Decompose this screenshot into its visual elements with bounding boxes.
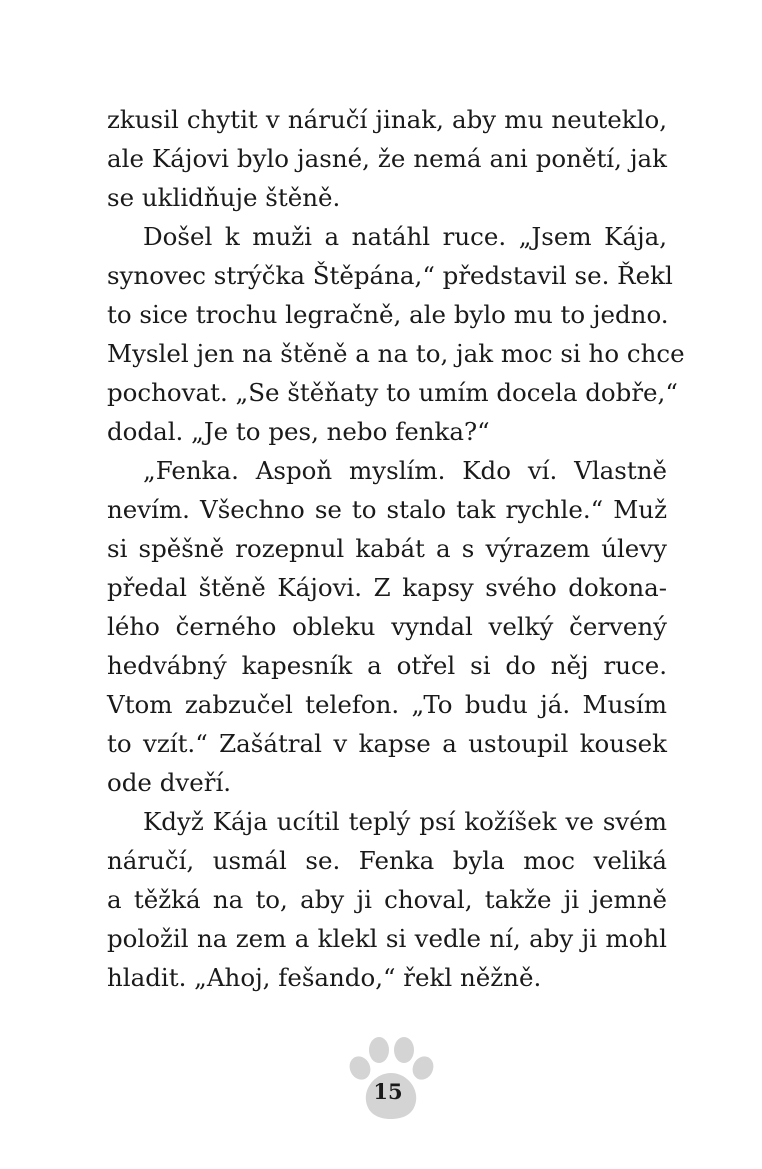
text-line: hladit. „Ahoj, fešando,“ řekl něžně. [107, 963, 542, 992]
body-text [107, 100, 685, 997]
text-line: to sice trochu legračně, ale bylo mu to jedno. [107, 300, 669, 329]
text-line: ode dveří. [107, 768, 232, 797]
text-line: zkusil chytit v náručí jinak, aby mu neuteklo, [107, 105, 667, 134]
text-line: nevím. Všechno se to stalo tak rychle.“ Muž [107, 495, 667, 524]
text-line: Když Kája ucítil teplý psí kožíšek ve svém [143, 807, 667, 836]
text-line: lého černého obleku vyndal velký červený [107, 612, 667, 641]
text-line: položil na zem a klekl si vedle ní, aby ji mohl [107, 924, 667, 953]
page-number: 15 [373, 1079, 403, 1104]
text-line: ale Kájovi bylo jasné, že nemá ani ponětí, jak [107, 144, 667, 173]
text-line: se uklidňuje štěně. [107, 183, 341, 212]
text-line: Došel k muži a natáhl ruce. „Jsem Kája, [143, 222, 667, 251]
text-line: náručí, usmál se. Fenka byla moc veliká [107, 846, 667, 875]
text-line: pochovat. „Se štěňaty to umím docela dobře,“ [107, 378, 678, 407]
text-line: Myslel jen na štěně a na to, jak moc si ho chce [107, 339, 685, 368]
text-line: Vtom zabzučel telefon. „To budu já. Musím [107, 690, 667, 719]
text-line: si spěšně rozepnul kabát a s výrazem úlevy [107, 534, 667, 563]
text-line: hedvábný kapesník a otřel si do něj ruce. [107, 651, 667, 680]
text-line: to vzít.“ Zašátral v kapse a ustoupil kousek [107, 729, 667, 758]
text-line: předal štěně Kájovi. Z kapsy svého dokona- [107, 573, 667, 602]
text-line: „Fenka. Aspoň myslím. Kdo ví. Vlastně [143, 456, 667, 485]
text-line: a těžká na to, aby ji choval, takže ji jemně [107, 885, 667, 914]
text-line: synovec strýčka Štěpána,“ představil se. Řekl [107, 261, 673, 290]
text-line: dodal. „Je to pes, nebo fenka?“ [107, 417, 490, 446]
